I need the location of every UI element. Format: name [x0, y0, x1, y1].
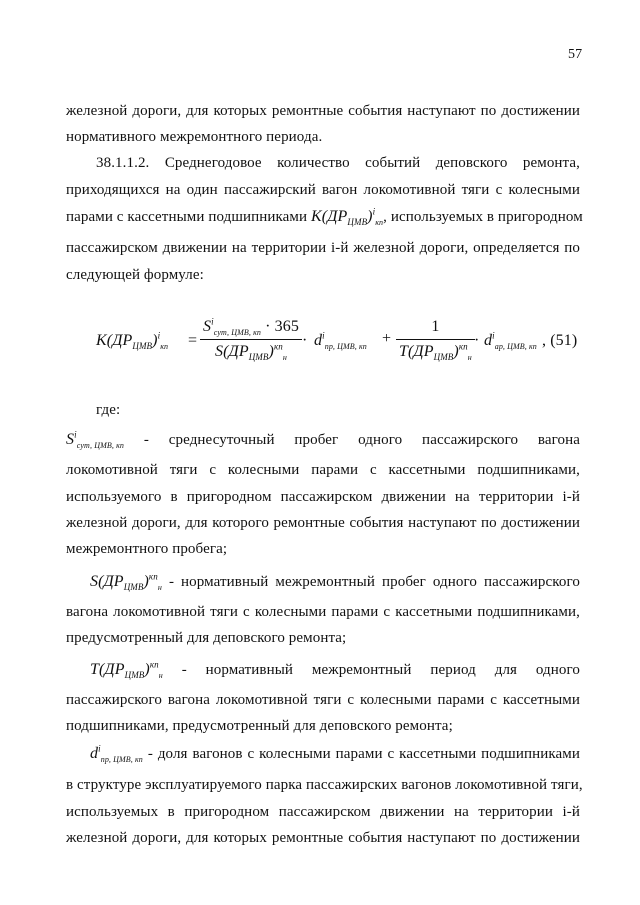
text-line: подшипниками, предусмотренный для деповского ремонта; [66, 718, 453, 734]
formula-d-pr: $d^i_{пр, ЦМВ, кп}$ [314, 330, 367, 352]
formula-number: , (51) [542, 332, 578, 349]
where-label: где: [96, 402, 121, 418]
text-line: железной дороги, для которых ремонтные события наступают по достижении [66, 830, 580, 846]
text-line: железной дороги, для которого ремонтные события наступают по достижении [66, 515, 580, 531]
text-line: пассажирского вагона локомотивной тяги с колесными парами с кассетными [66, 692, 580, 708]
text-line [66, 206, 583, 233]
text-line: предусмотренный для деповского ремонта; [66, 630, 347, 646]
definition-line: $d^i_{пр, ЦМВ, кп}$ - доля вагонов с колесными парами с кассетными подшипниками [90, 743, 580, 765]
text-line: нормативного межремонтного периода. [66, 129, 323, 145]
text-line: межремонтного пробега; [66, 541, 228, 557]
definition-symbol: $d^i_{пр, ЦМВ, кп}$ [90, 743, 143, 765]
definition-line: $T(ДР_{ЦМВ})^{кп}_н$ - нормативный межремонтный период для одного [90, 659, 580, 681]
page-number: 57 [568, 47, 583, 62]
fraction-2: $\frac{1}{T(ДР_{ЦМВ})^{кп}_н}$ [396, 318, 475, 361]
formula-d-ar: $d^i_{ар, ЦМВ, кп}$ [484, 330, 537, 352]
text-span: Среднегодовое количество событий деповского ремонта, [164, 155, 580, 171]
text-line: вагона локомотивной тяги с колесными парами с кассетными подшипниками, [66, 604, 580, 620]
fraction-1: $\frac{S^i_{сут, ЦМВ, кп} \cdot 365}{S(ДР_{ЦМВ})^{кп}_н}$ [200, 318, 302, 361]
formula-dot: · [302, 332, 308, 349]
text-line: используемого в пригородном пассажирском движении на территории i-й [66, 489, 580, 505]
formula-51 [96, 316, 578, 378]
formula-lhs: $K(ДР_{ЦМВ})^i_{кп}$ [96, 330, 169, 352]
text-line: в структуре эксплуатируемого парка пассажирских вагонов локомотивной тяги, [66, 777, 583, 793]
text-line [96, 153, 580, 173]
formula-equals: = [188, 332, 198, 349]
text-line: используемых в пригородном пассажирском движении на территории i-й [66, 804, 580, 820]
definition-symbol: $S(ДР_{ЦМВ})^{кп}_н$ [90, 571, 162, 593]
inline-formula: $K(ДР_{ЦМВ})^i_{кп}$ [311, 206, 384, 228]
text-line: следующей формуле: [66, 267, 204, 283]
definition-symbol: $S^i_{сут, ЦМВ, кп}$ [66, 429, 125, 451]
definition-line: $S^i_{сут, ЦМВ, кп}$ - среднесуточный пробег одного пассажирского вагона [66, 429, 580, 451]
formula-dot: · [474, 332, 480, 349]
definition-symbol: $T(ДР_{ЦМВ})^{кп}_н$ [90, 659, 163, 681]
text-line: пассажирском движении на территории i-й железной дороги, определяется по [66, 240, 580, 256]
text-line: локомотивной тяги с колесными парами с кассетными подшипниками, [66, 462, 580, 478]
text-span: парами с кассетными подшипниками [66, 209, 308, 225]
section-number: 38.1.1.2. [96, 155, 150, 171]
definition-line: $S(ДР_{ЦМВ})^{кп}_н$ - нормативный межремонтный пробег одного пассажирского [90, 571, 580, 593]
text-line: железной дороги, для которых ремонтные события наступают по достижении [66, 103, 580, 119]
text-line: приходящихся на один пассажирский вагон локомотивной тяги с колесными [66, 182, 580, 198]
text-span: , используемых в пригородном [383, 209, 583, 225]
formula-plus: + [382, 330, 392, 347]
